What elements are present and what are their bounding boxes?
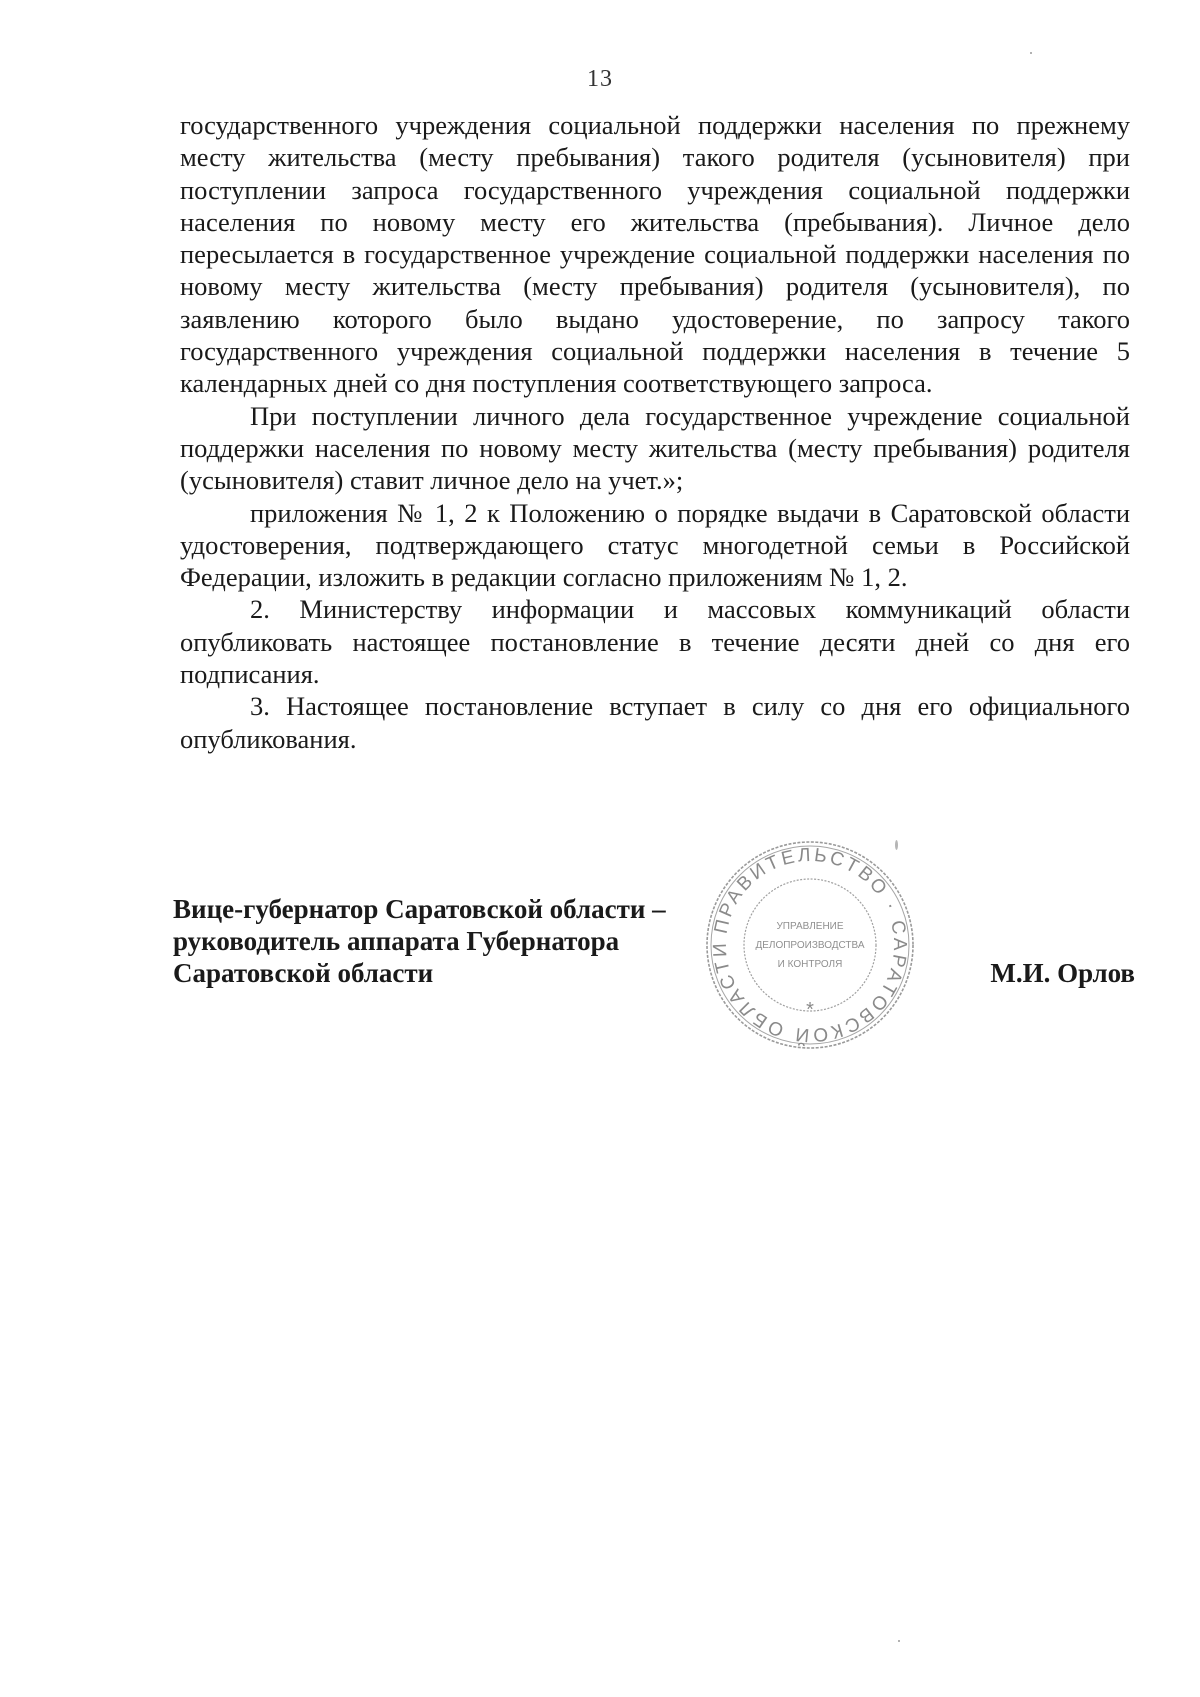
document-body [180,109,1130,755]
paragraph-item-3: 3. Настоящее постановление вступает в силу со дня его официального опубликования. [180,691,1130,754]
paragraph-appendices: приложения № 1, 2 к Положению о порядке выдачи в Саратовской области удостоверения, подтверждающего статус многодетной семьи в Российской Федерации, изложить в редакции согласно приложениям № 1, 2. [180,497,1130,593]
scan-artifact [898,1640,900,1642]
paragraph-item-2: 2. Министерству информации и массовых коммуникаций области опубликовать настоящее постановление в течение десяти дней со дня его подписания. [180,594,1130,690]
paragraph-continuation: государственного учреждения социальной поддержки населения по прежнему месту жительства (месту пребывания) такого родителя (усыновителя) при поступлении запроса государственного учреждения социальной поддержки населения по новому месту его жительства (пребывания). Личное дело пересылается в государственное учреждение социальной поддержки населения по новому месту жительства (месту пребывания) родителя (усыновителя), по заявлению которого было выдано удостоверение, по запросу такого государственного учреждения социальной поддержки населения в течение 5 календарных дней со дня поступления соответствующего запроса. [180,110,1130,399]
official-seal [700,835,920,1055]
page-number: 13 [587,66,613,92]
signatory-title-line-1: Вице-губернатор Саратовской области – [173,894,666,924]
paragraph-registration: При поступлении личного дела государственное учреждение социальной поддержки населения по новому месту жительства (месту пребывания) родителя (усыновителя) ставит личное дело на учет.»; [180,400,1130,496]
seal-center-line-1: УПРАВЛЕНИЕ [776,921,844,932]
signatory-title-line-3: Саратовской области [173,958,434,988]
scan-artifact [895,840,898,850]
signatory-title [173,893,693,989]
signatory-title-line-2: руководитель аппарата Губернатора [173,926,620,956]
seal-center-line-2: ДЕЛОПРОИЗВОДСТВА [755,940,865,951]
scan-artifact [1030,52,1032,54]
signatory-name: М.И. Орлов [990,958,1135,988]
seal-star: * [806,999,814,1021]
seal-ring-textpath: ПРАВИТЕЛЬСТВО · САРАТОВСКОЙ ОБЛАСТИ [709,844,911,1046]
seal-graphic [700,835,920,1055]
seal-center-line-3: И КОНТРОЛЯ [777,959,843,970]
